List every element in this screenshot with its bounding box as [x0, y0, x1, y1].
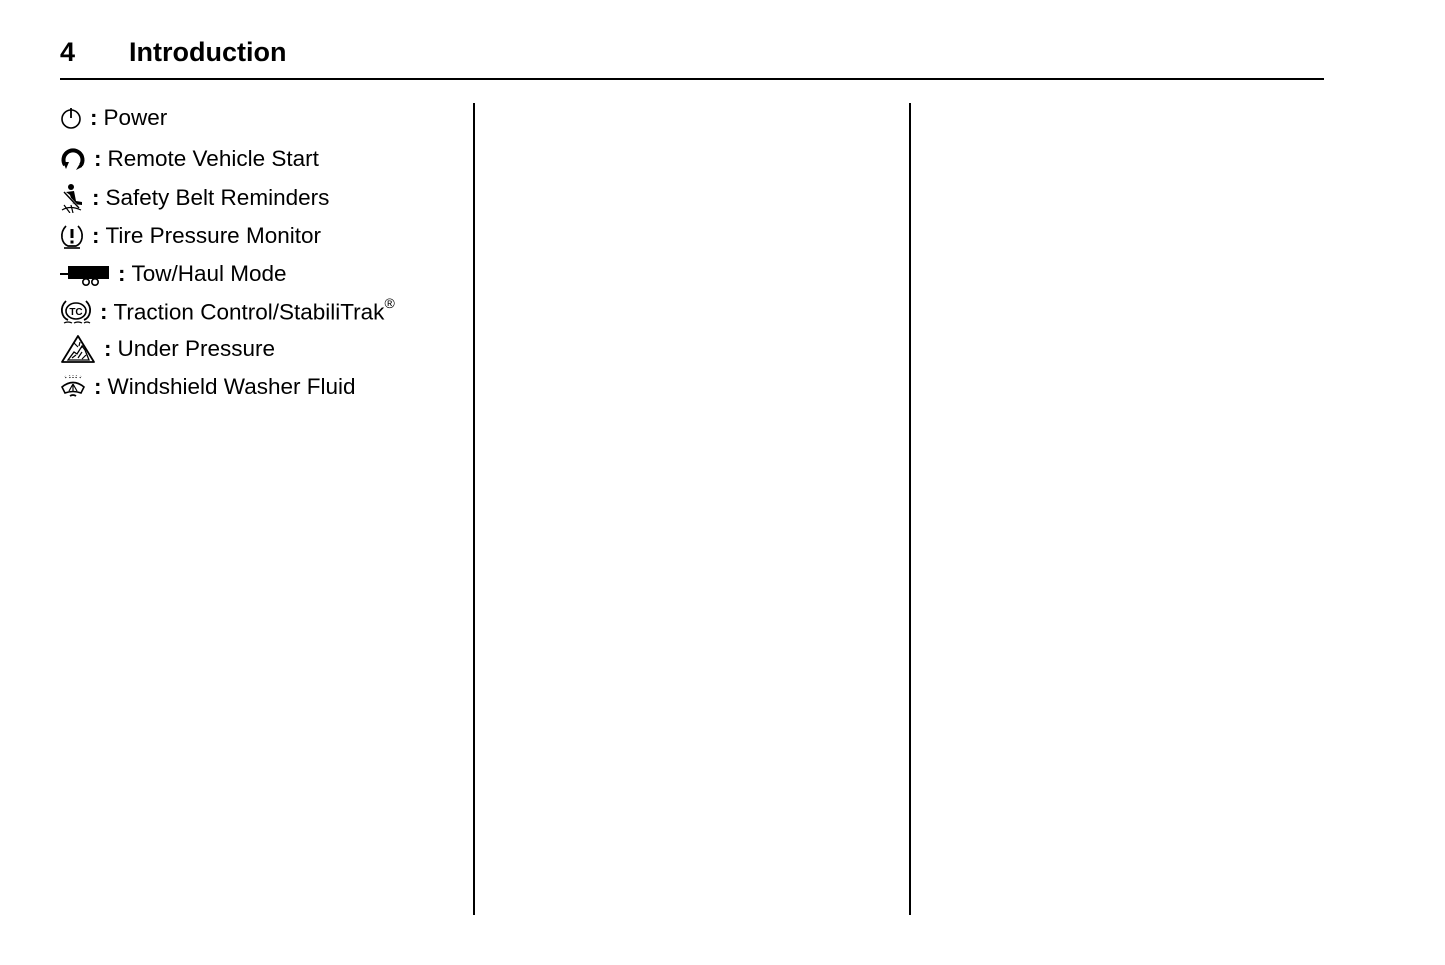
symbol-label-text: Traction Control/StabiliTrak: [113, 299, 385, 325]
symbol-label: Windshield Washer Fluid: [107, 374, 356, 399]
section-title: Introduction: [129, 37, 287, 67]
tire-pressure-monitor-icon: [60, 223, 84, 249]
tow-haul-mode-icon: [60, 261, 110, 287]
column-divider: [473, 103, 475, 915]
symbol-label: Remote Vehicle Start: [107, 146, 319, 171]
symbol-label: Tire Pressure Monitor: [105, 223, 321, 248]
windshield-washer-fluid-icon: [60, 374, 86, 400]
symbol-item-safety-belt-reminders: [60, 181, 329, 215]
traction-control-icon: [60, 298, 92, 326]
header-rule: [60, 78, 1324, 80]
svg-text:TC: TC: [69, 307, 83, 318]
symbol-separator: :: [94, 374, 102, 399]
symbol-separator: :: [94, 146, 102, 171]
power-icon: [60, 106, 82, 130]
symbol-label: [113, 295, 395, 326]
symbol-item-power: [60, 101, 167, 135]
symbol-label: Under Pressure: [117, 336, 276, 361]
safety-belt-reminder-icon: [60, 183, 84, 213]
symbol-item-remote-vehicle-start: [60, 142, 319, 176]
symbol-item-under-pressure: [60, 332, 275, 366]
column-divider: [909, 103, 911, 915]
symbol-label: Power: [103, 105, 168, 130]
symbol-separator: :: [92, 223, 100, 248]
symbol-separator: :: [104, 336, 112, 361]
symbol-item-tow-haul-mode: [60, 257, 287, 291]
symbol-label: Tow/Haul Mode: [131, 261, 287, 286]
page-number: 4: [60, 37, 76, 67]
page-header: [60, 34, 1324, 70]
under-pressure-icon: [60, 334, 96, 364]
symbol-separator: :: [92, 185, 100, 210]
symbol-separator: :: [90, 105, 98, 130]
symbol-separator: :: [100, 299, 108, 324]
symbol-item-traction-control: [60, 295, 395, 329]
remote-vehicle-start-icon: [60, 145, 86, 173]
symbol-item-tire-pressure-monitor: [60, 219, 321, 253]
symbol-label: Safety Belt Reminders: [105, 185, 330, 210]
registered-mark: ®: [384, 295, 395, 312]
symbol-separator: :: [118, 261, 126, 286]
symbol-item-windshield-washer-fluid: [60, 370, 356, 404]
